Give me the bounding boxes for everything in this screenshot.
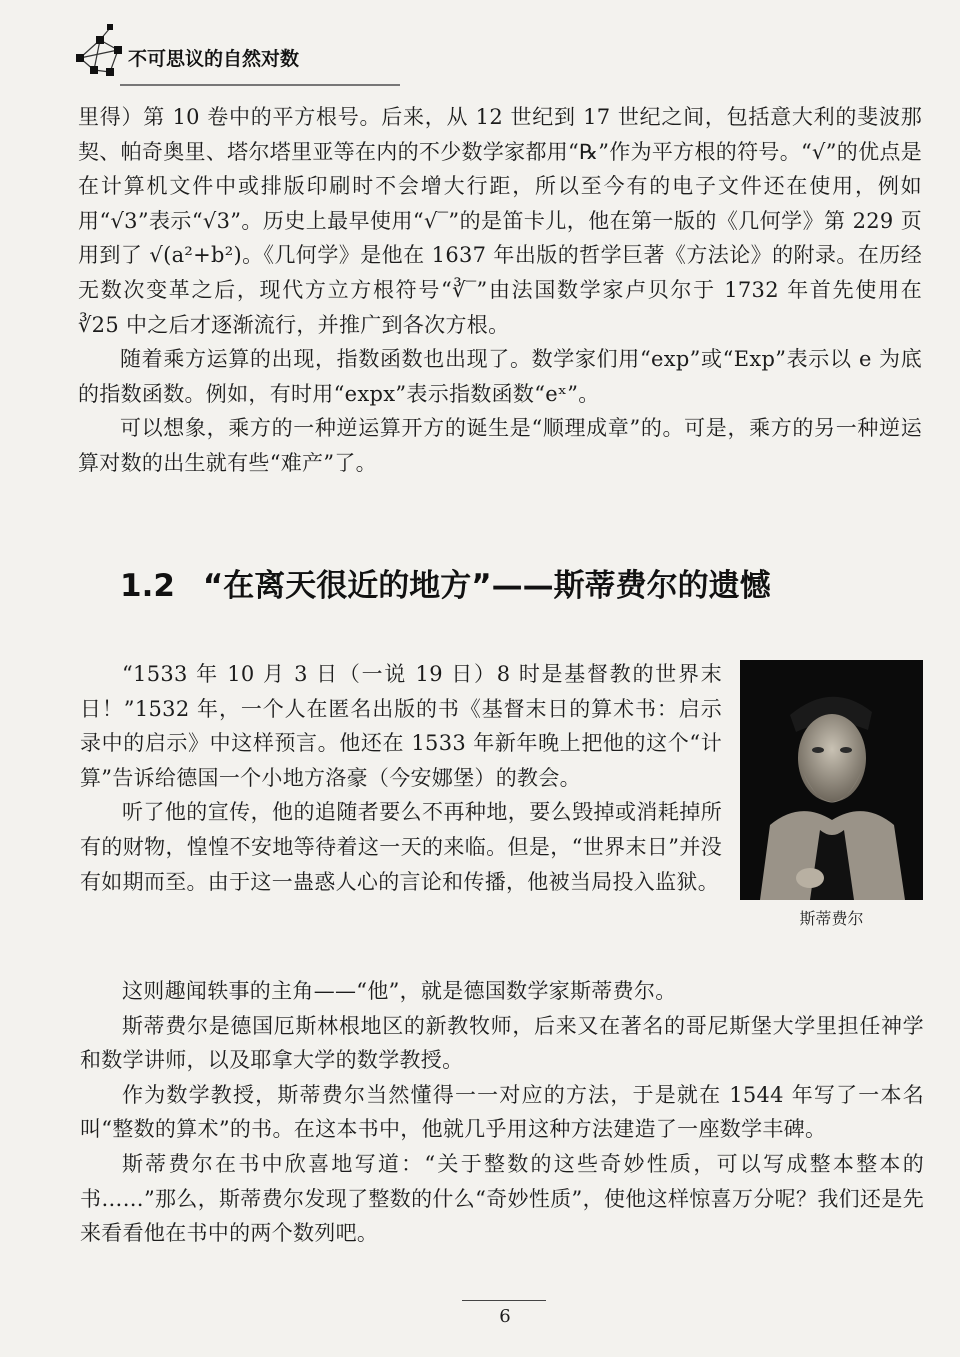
- paragraph: 作为数学教授，斯蒂费尔当然懂得一一对应的方法，于是就在 1544 年写了一本名叫“整数的算术”的书。在这本书中，他就几乎用这种方法建造了一座数学丰碑。: [80, 1082, 924, 1142]
- running-header: [70, 20, 330, 80]
- book-title: 不可思议的自然对数: [128, 48, 300, 70]
- body-text-top: [78, 100, 922, 481]
- paragraph: 随着乘方运算的出现，指数函数也出现了。数学家们用“exp”或“Exp”表示以 e 为底的指数函数。例如，有时用“expx”表示指数函数“eˣ”。: [78, 347, 922, 406]
- paragraph: 听了他的宣传，他的追随者要么不再种地，要么毁掉或消耗掉所有的财物，惶惶不安地等待着这一天的来临。但是，“世界末日”并没有如期而至。由于这一蛊惑人心的言论和传播，他被当局投入监狱。: [80, 800, 722, 894]
- paragraph: “1533 年 10 月 3 日（一说 19 日）8 时是基督教的世界末日！”1532 年，一个人在匿名出版的书《基督末日的算术书：启示录中的启示》中这样预言。他还在 1533 年新年晚上把他的这个“计算”告诉给德国一个小地方洛豪（今安娜堡）的教会。: [80, 662, 722, 790]
- paragraph: 斯蒂费尔在书中欣喜地写道：“关于整数的这些奇妙性质，可以写成整本整本的书……”那么，斯蒂费尔发现了整数的什么“奇妙性质”，使他这样惊喜万分呢？我们还是先来看看他在书中的两个数列吧。: [80, 1151, 924, 1246]
- section-heading: [120, 560, 920, 605]
- paragraph: 里得）第 10 卷中的平方根号。后来，从 12 世纪到 17 世纪之间，包括意大利的斐波那契、帕奇奥里、塔尔塔里亚等在内的不少数学家都用“℞”作为平方根的符号。“√”的优点是在计算机文件中或排版印刷时不会增大行距，所以至今有的电子文件还在使用，例如用“√3”表示“√3”。历史上最早使用“√‾”的是笛卡儿，他在第一版的《几何学》第 229 页用到了 √(a²+b²)。《几何学》是他在 1637 年出版的哲学巨著《方法论》的附录。在历经无数次变革之后，现代方立方根符号“∛‾”由法国数学家卢贝尔于 1732 年首先使用在 ∛25 中之后才逐渐流行，并推广到各次方根。: [78, 105, 922, 337]
- network-logo-icon: [70, 20, 130, 80]
- body-text-beside-image: [80, 657, 722, 899]
- figure-caption: 斯蒂费尔: [799, 909, 864, 928]
- paragraph: 斯蒂费尔是德国厄斯林根地区的新教牧师，后来又在著名的哥尼斯堡大学里担任神学和数学讲师，以及耶拿大学的数学教授。: [80, 1013, 924, 1073]
- body-text-bottom: [80, 974, 924, 1251]
- section-title: “在离天很近的地方”——斯蒂费尔的遗憾: [202, 568, 771, 604]
- paragraph: 可以想象，乘方的一种逆运算开方的诞生是“顺理成章”的。可是，乘方的另一种逆运算对数的出生就有些“难产”了。: [78, 416, 922, 475]
- header-rule: [120, 84, 400, 86]
- stifel-portrait-image: [740, 660, 923, 900]
- footer-rule: [462, 1300, 546, 1301]
- section-number: 1.2: [120, 568, 175, 604]
- page-number: 6: [499, 1306, 511, 1327]
- paragraph: 这则趣闻轶事的主角——“他”，就是德国数学家斯蒂费尔。: [122, 979, 677, 1003]
